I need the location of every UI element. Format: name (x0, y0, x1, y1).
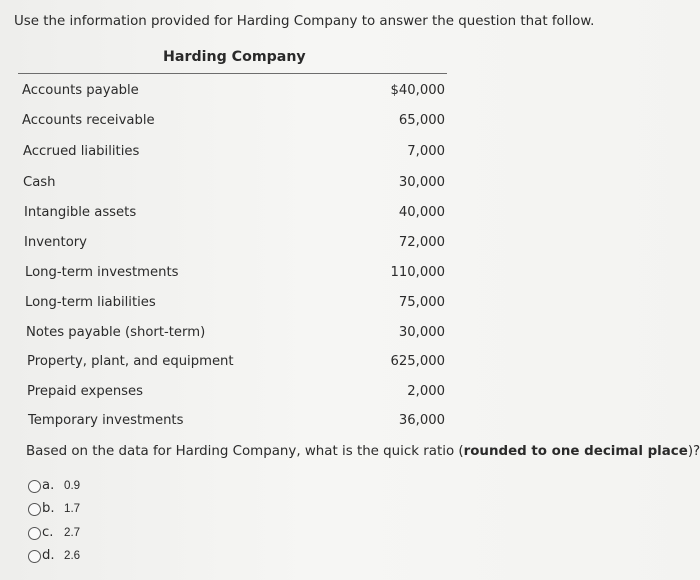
option-value: 0.9 (64, 479, 81, 492)
account-value: $40,000 (390, 83, 445, 98)
radio-button[interactable] (28, 527, 41, 540)
question-emphasis: rounded to one decimal place (463, 444, 688, 459)
account-value: 72,000 (398, 235, 445, 250)
account-label: Inventory (24, 235, 87, 250)
account-label: Notes payable (short-term) (26, 325, 206, 340)
account-value: 40,000 (398, 205, 445, 220)
account-label: Property, plant, and equipment (27, 354, 234, 369)
table-row (18, 83, 448, 103)
option-letter: d. (42, 548, 55, 563)
option-value: 2.7 (64, 526, 81, 539)
account-value: 30,000 (398, 175, 445, 190)
account-label: Prepaid expenses (27, 384, 144, 399)
account-label: Accounts receivable (22, 113, 155, 128)
account-label: Long-term investments (25, 265, 179, 280)
table-row (18, 144, 448, 164)
table-row (18, 113, 448, 133)
table-row (18, 265, 448, 285)
title-divider (18, 73, 447, 74)
account-value: 7,000 (407, 144, 445, 159)
option-value: 1.7 (64, 502, 81, 515)
table-row (18, 295, 448, 315)
radio-button[interactable] (28, 480, 41, 493)
question-prefix: Based on the data for Harding Company, what is the quick ratio ( (26, 444, 464, 459)
account-label: Long-term liabilities (25, 295, 156, 310)
table-row (18, 325, 448, 345)
instruction-text: Use the information provided for Harding Company to answer the question that follow. (14, 14, 595, 29)
account-value: 65,000 (398, 113, 445, 128)
table-row (18, 175, 448, 195)
table-row (18, 384, 448, 404)
account-label: Cash (23, 175, 56, 190)
option-letter: b. (42, 501, 55, 516)
company-title: Harding Company (163, 49, 306, 65)
option-letter: a. (42, 478, 55, 493)
account-value: 625,000 (390, 354, 445, 369)
radio-button[interactable] (28, 503, 41, 516)
account-value: 30,000 (398, 325, 445, 340)
table-row (18, 205, 448, 225)
account-value: 110,000 (390, 265, 445, 280)
account-label: Accrued liabilities (23, 144, 140, 159)
account-label: Intangible assets (24, 205, 137, 220)
table-row (18, 354, 448, 374)
question-suffix: )? (687, 444, 700, 459)
account-label: Accounts payable (22, 83, 139, 98)
account-value: 36,000 (398, 413, 445, 428)
account-value: 75,000 (398, 295, 445, 310)
table-row (18, 413, 448, 433)
table-row (18, 235, 448, 255)
question-text (26, 444, 700, 459)
radio-button[interactable] (28, 550, 41, 563)
option-letter: c. (42, 525, 54, 540)
option-value: 2.6 (64, 549, 81, 562)
account-label: Temporary investments (28, 413, 184, 428)
account-value: 2,000 (407, 384, 445, 399)
